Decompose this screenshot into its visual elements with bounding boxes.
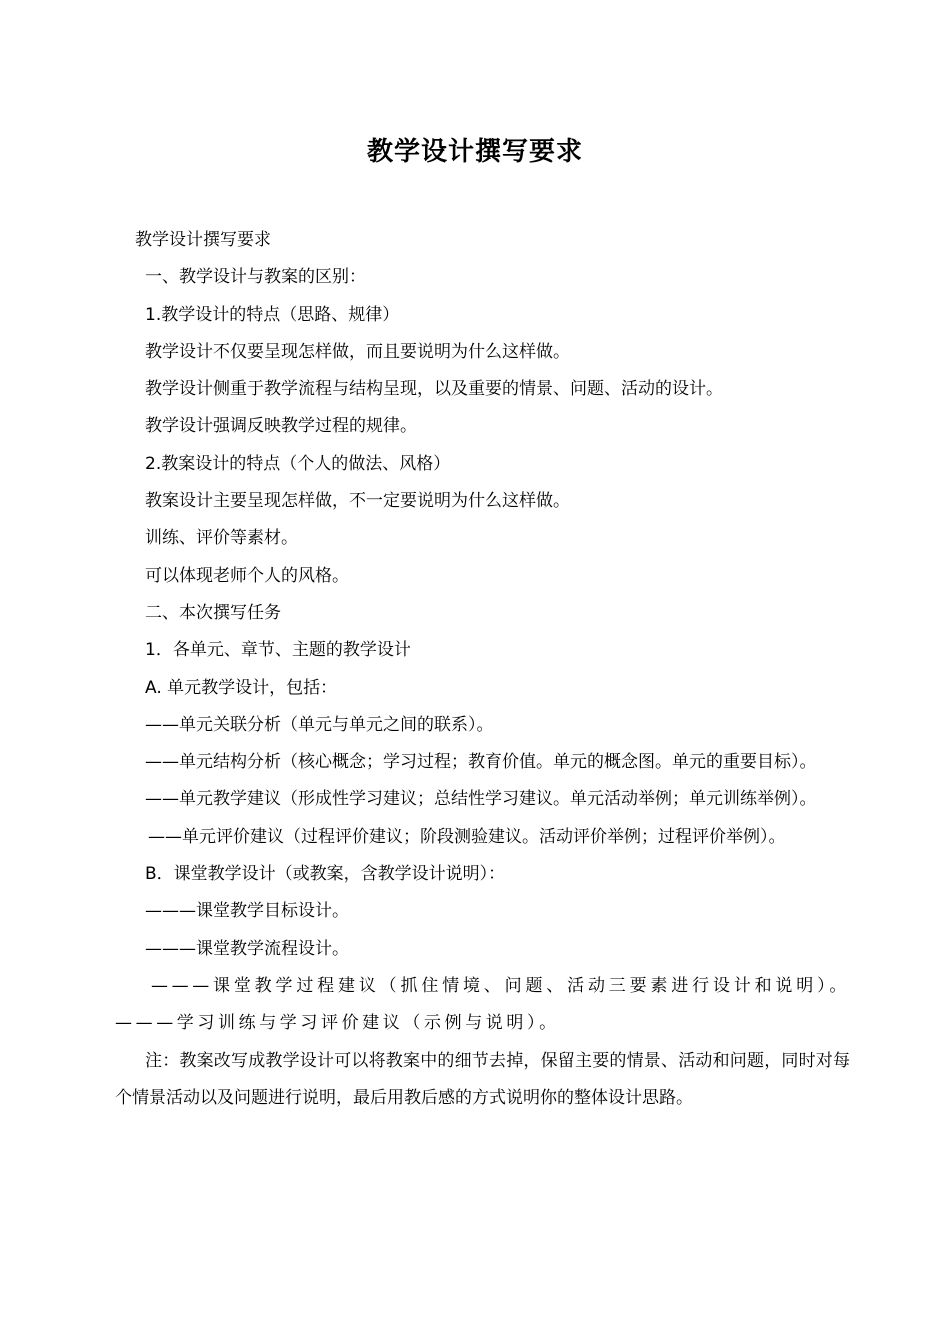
paragraph-task-b: B．课堂教学设计（或教案，含教学设计说明）： bbox=[145, 864, 506, 885]
document-body bbox=[115, 222, 850, 1117]
paragraph-dash-item: ——单元关联分析（单元与单元之间的联系）。 bbox=[145, 714, 494, 735]
paragraph-dash-item: ——单元教学建议（形成性学习建议；总结性学习建议。单元活动举例；单元训练举例）。 bbox=[145, 789, 817, 810]
paragraph-dash-item: ——单元评价建议（过程评价建议；阶段测验建议。活动评价举例；过程评价举例）。 bbox=[148, 826, 786, 847]
paragraph-dash-item: ———课堂教学过程建议（抓住情境、问题、活动三要素进行设计和说明）。———学习训练与学习评价建议（示例与说明）。 bbox=[115, 975, 850, 1034]
paragraph-item-1: 1.教学设计的特点（思路、规律） bbox=[145, 304, 400, 325]
paragraph: 训练、评价等素材。 bbox=[145, 528, 298, 549]
paragraph-subtitle: 教学设计撰写要求 bbox=[135, 230, 271, 250]
paragraph-task-1: 1．各单元、章节、主题的教学设计 bbox=[145, 640, 411, 661]
paragraph: 教学设计不仅要呈现怎样做，而且要说明为什么这样做。 bbox=[145, 341, 570, 362]
paragraph-dash-item: ———课堂教学目标设计。 bbox=[145, 901, 349, 922]
paragraph: 教案设计主要呈现怎样做，不一定要说明为什么这样做。 bbox=[145, 491, 570, 512]
document-title: 教学设计撰写要求 bbox=[366, 137, 583, 167]
paragraph-note: 注：教案改写成教学设计可以将教案中的细节去掉，保留主要的情景、活动和问题，同时对每个情景活动以及问题进行说明，最后用教后感的方式说明你的整体设计思路。 bbox=[115, 1050, 850, 1108]
paragraph: 教学设计侧重于教学流程与结构呈现，以及重要的情景、问题、活动的设计。 bbox=[145, 379, 723, 400]
paragraph-section-2: 二、本次撰写任务 bbox=[145, 602, 281, 623]
paragraph-item-2: 2.教案设计的特点（个人的做法、风格） bbox=[145, 453, 451, 474]
paragraph-dash-item: ——单元结构分析（核心概念；学习过程；教育价值。单元的概念图。单元的重要目标）。 bbox=[145, 752, 817, 773]
paragraph-section-1: 一、教学设计与教案的区别： bbox=[145, 267, 366, 288]
paragraph-dash-item: ———课堂教学流程设计。 bbox=[145, 938, 349, 959]
paragraph: 可以体现老师个人的风格。 bbox=[145, 565, 349, 586]
paragraph: 教学设计强调反映教学过程的规律。 bbox=[145, 416, 417, 437]
paragraph-task-a: A. 单元教学设计，包括： bbox=[145, 677, 338, 698]
